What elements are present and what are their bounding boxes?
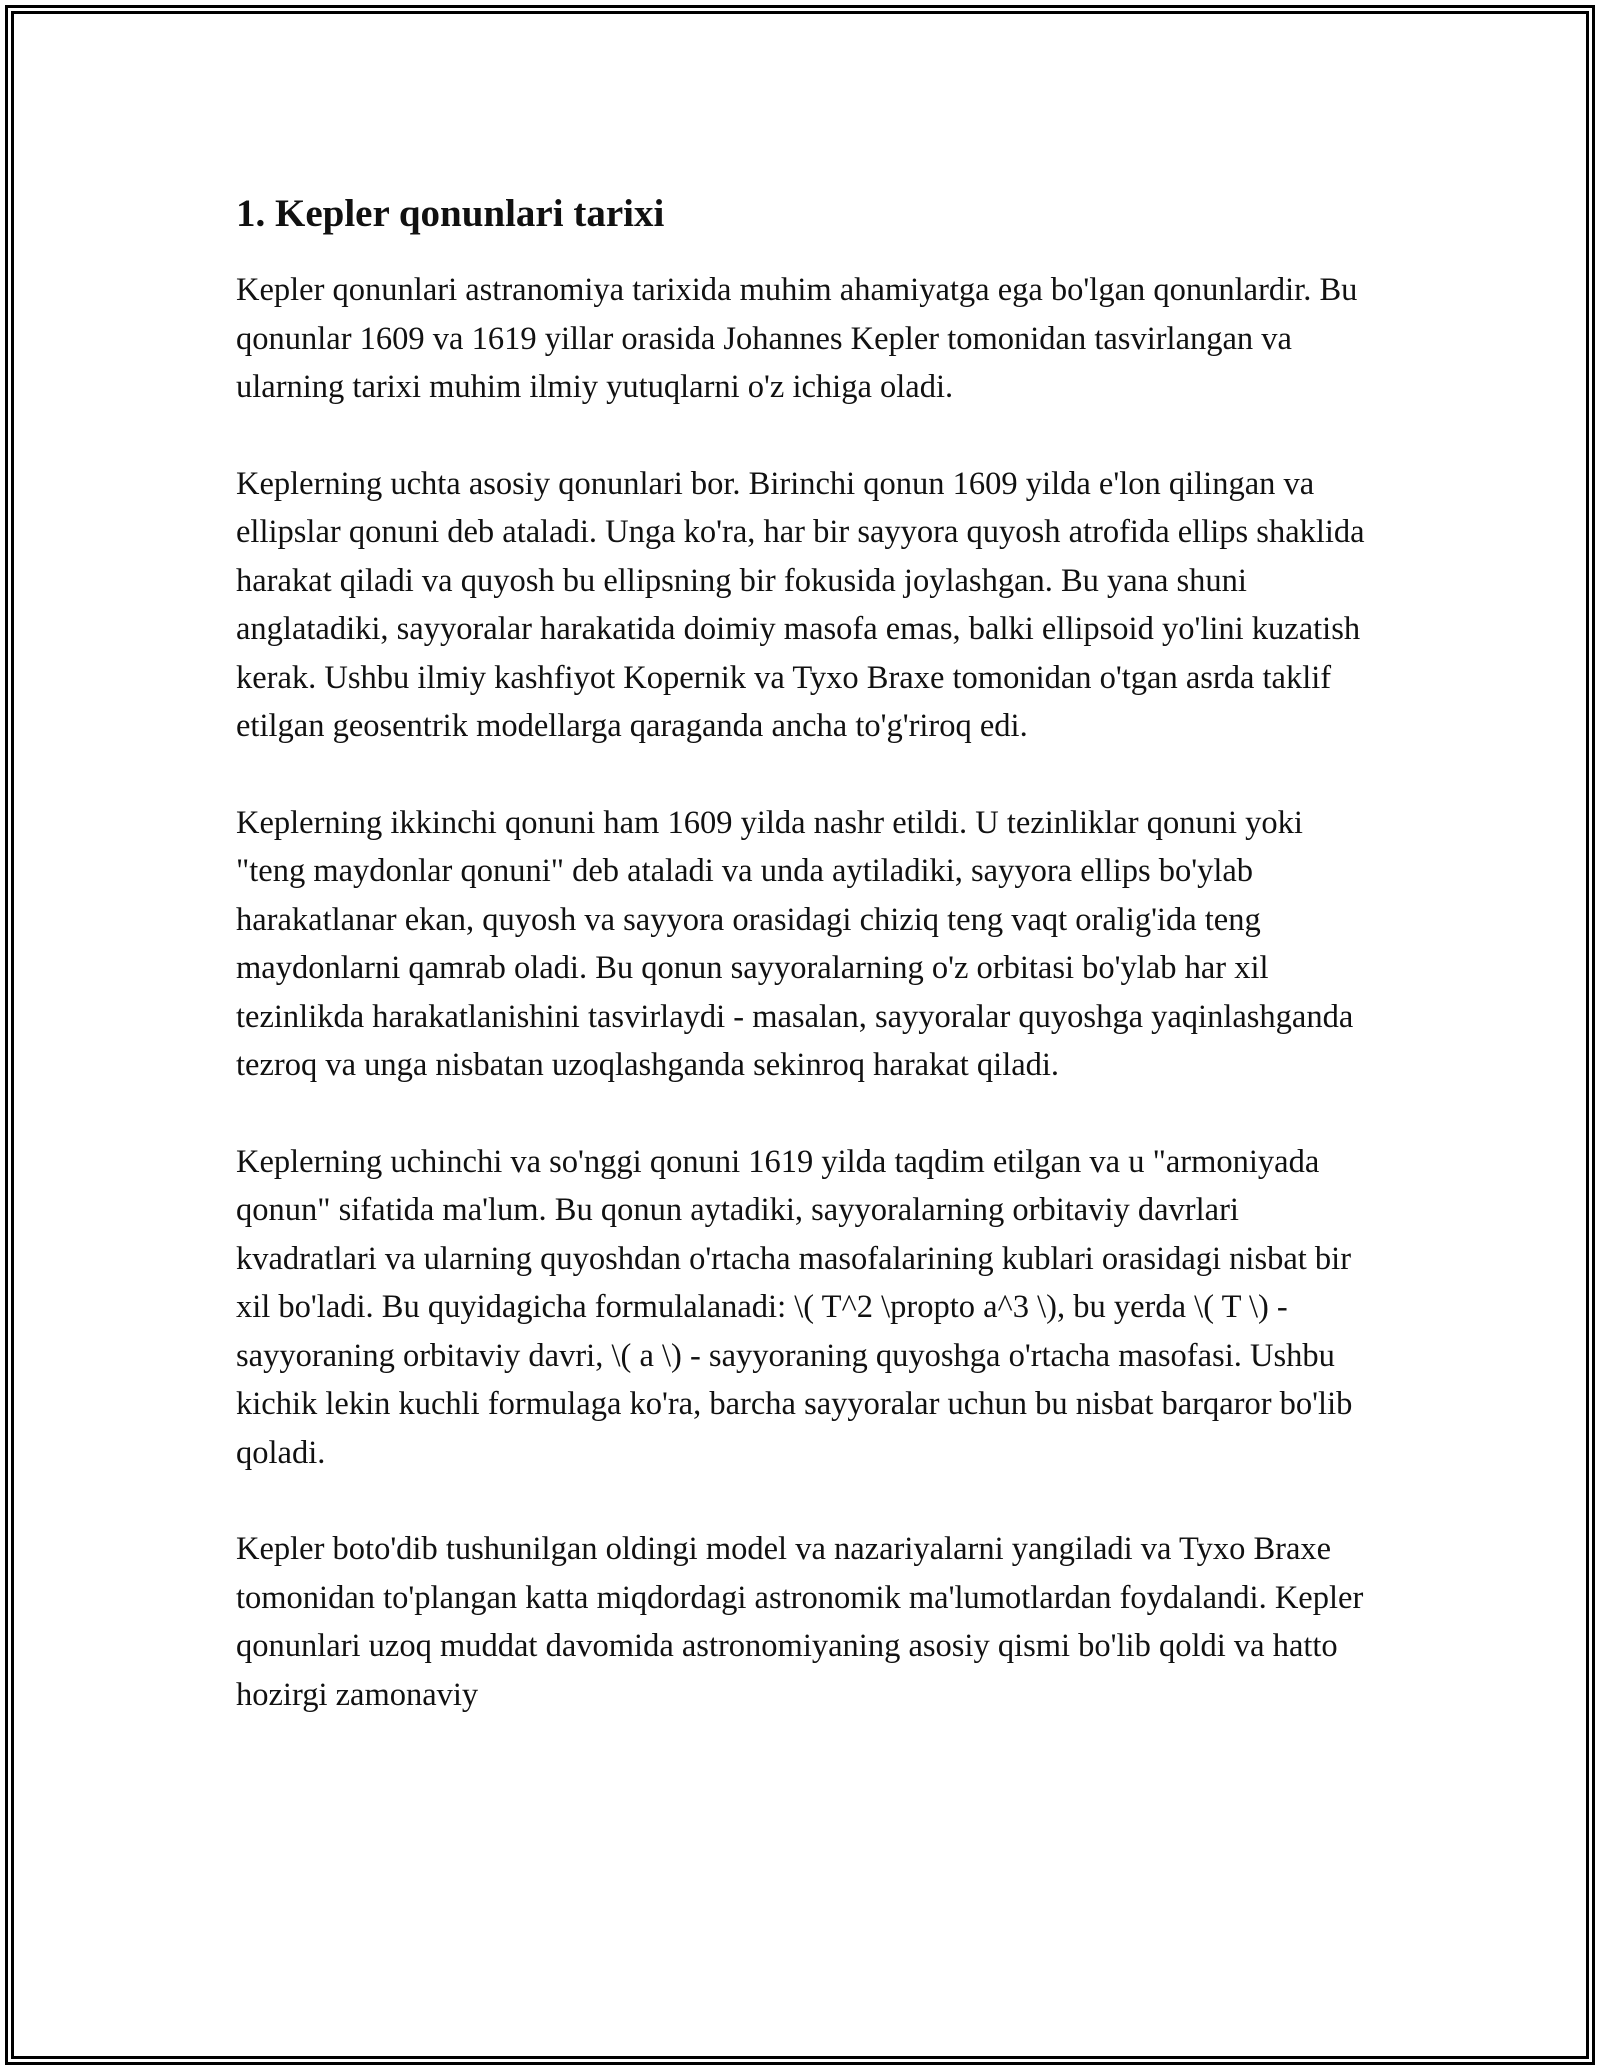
paragraph-intro: Kepler qonunlari astranomiya tarixida muhim ahamiyatga ega bo'lgan qonunlardir. Bu qonunlar 1609 va 1619 yillar orasida Johannes Kepler tomonidan tasvirlangan va ularning tarixi muhim ilmiy yutuqlarni o'z ichiga oladi. bbox=[236, 272, 1358, 405]
paragraph-third-law: Keplerning uchinchi va so'nggi qonuni 1619 yilda taqdim etilgan va u "armoniyada qonun" sifatida ma'lum. Bu qonun aytadiki, sayyoralarning orbitaviy davrlari kvadratlari va ularning quyoshdan o'rtacha masofalarining kublari orasidagi nisbat bir xil bo'ladi. Bu quyidagicha formulalanadi: \( T^2 \propto a^3 \), bu yerda \( T \) - sayyoraning orbitaviy davri, \( a \) - sayyoraning quyoshga o'rtacha masofasi. Ushbu kichik lekin kuchli formulaga ko'ra, barcha sayyoralar uchun bu nisbat barqaror bo'lib qoladi. bbox=[236, 1143, 1353, 1471]
paragraph-legacy: Kepler boto'dib tushunilgan oldingi model va nazariyalarni yangiladi va Tyxo Braxe tomonidan to'plangan katta miqdordagi astronomik ma'lumotlardan foydalandi. Kepler qonunlari uzoq muddat davomida astronomiyaning asosiy qismi bo'lib qoldi va hatto hozirgi zamonaviy bbox=[236, 1531, 1364, 1713]
section-heading: 1. Kepler qonunlari tarixi bbox=[236, 192, 665, 235]
paragraph-second-law: Keplerning ikkinchi qonuni ham 1609 yilda nashr etildi. U tezinliklar qonuni yoki "teng maydonlar qonuni" deb ataladi va unda aytiladiki, sayyora ellips bo'ylab harakatlanar ekan, quyosh va sayyora orasidagi chiziq teng vaqt oralig'ida teng maydonlarni qamrab oladi. Bu qonun sayyoralarning o'z orbitasi bo'ylab har xil tezinlikda harakatlanishini tasvirlaydi - masalan, sayyoralar quyoshga yaqinlashganda tezroq va unga nisbatan uzoqlashganda sekinroq harakat qiladi. bbox=[236, 804, 1354, 1083]
document-body bbox=[236, 184, 1366, 1767]
paragraph-first-law: Keplerning uchta asosiy qonunlari bor. Birinchi qonun 1609 yilda e'lon qilingan va ellipslar qonuni deb ataladi. Unga ko'ra, har bir sayyora quyosh atrofida ellips shaklida harakat qiladi va quyosh bu ellipsning bir fokusida joylashgan. Bu yana shuni anglatadiki, sayyoralar harakatida doimiy masofa emas, balki ellipsoid yo'lini kuzatish kerak. Ushbu ilmiy kashfiyot Kopernik va Tyxo Braxe tomonidan o'tgan asrda taklif etilgan geosentrik modellarga qaraganda ancha to'g'riroq edi. bbox=[236, 465, 1365, 744]
